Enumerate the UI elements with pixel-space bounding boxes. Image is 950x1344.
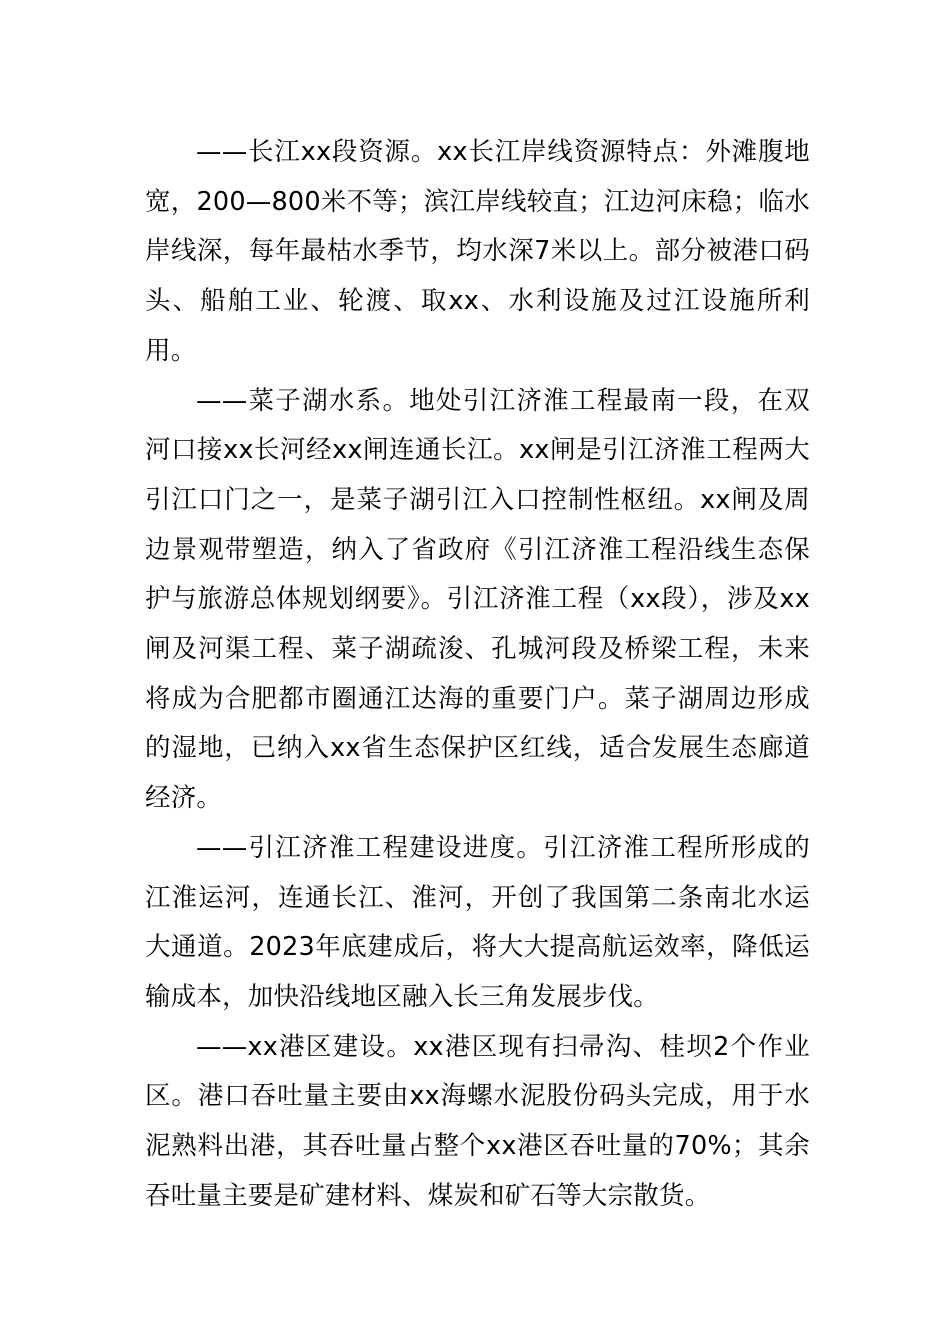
paragraph-yangtze-resources: ——长江xx段资源。xx长江岸线资源特点：外滩腹地宽，200—800米不等；滨江岸线较直；江边河床稳；临水岸线深，每年最枯水季节，均水深7米以上。部分被港口码头、船舶工业、轮渡、取xx、水利设施及过江设施所利用。 xyxy=(145,137,810,366)
paragraph-port-construction: ——xx港区建设。xx港区现有扫帚沟、桂坝2个作业区。港口吞吐量主要由xx海螺水泥股份码头完成，用于水泥熟料出港，其吞吐量占整个xx港区吞吐量的70%；其余吞吐量主要是矿建材料、煤炭和矿石等大宗散货。 xyxy=(145,1031,810,1211)
paragraph-project-progress: ——引江济淮工程建设进度。引江济淮工程所形成的江淮运河，连通长江、淮河，开创了我国第二条南北水运大通道。2023年底建成后，将大大提高航运效率，降低运输成本，加快沿线地区融入长三角发展步伐。 xyxy=(145,832,810,1012)
document-body xyxy=(145,128,810,1221)
paragraph-caizihu-water-system: ——菜子湖水系。地处引江济淮工程最南一段，在双河口接xx长河经xx闸连通长江。xx闸是引江济淮工程两大引江口门之一，是菜子湖引江入口控制性枢纽。xx闸及周边景观带塑造，纳入了省政府《引江济淮工程沿线生态保护与旅游总体规划纲要》。引江济淮工程（xx段），涉及xx闸及河渠工程、菜子湖疏浚、孔城河段及桥梁工程，未来将成为合肥都市圈通江达海的重要门户。菜子湖周边形成的湿地，已纳入xx省生态保护区红线，适合发展生态廊道经济。 xyxy=(145,385,810,814)
